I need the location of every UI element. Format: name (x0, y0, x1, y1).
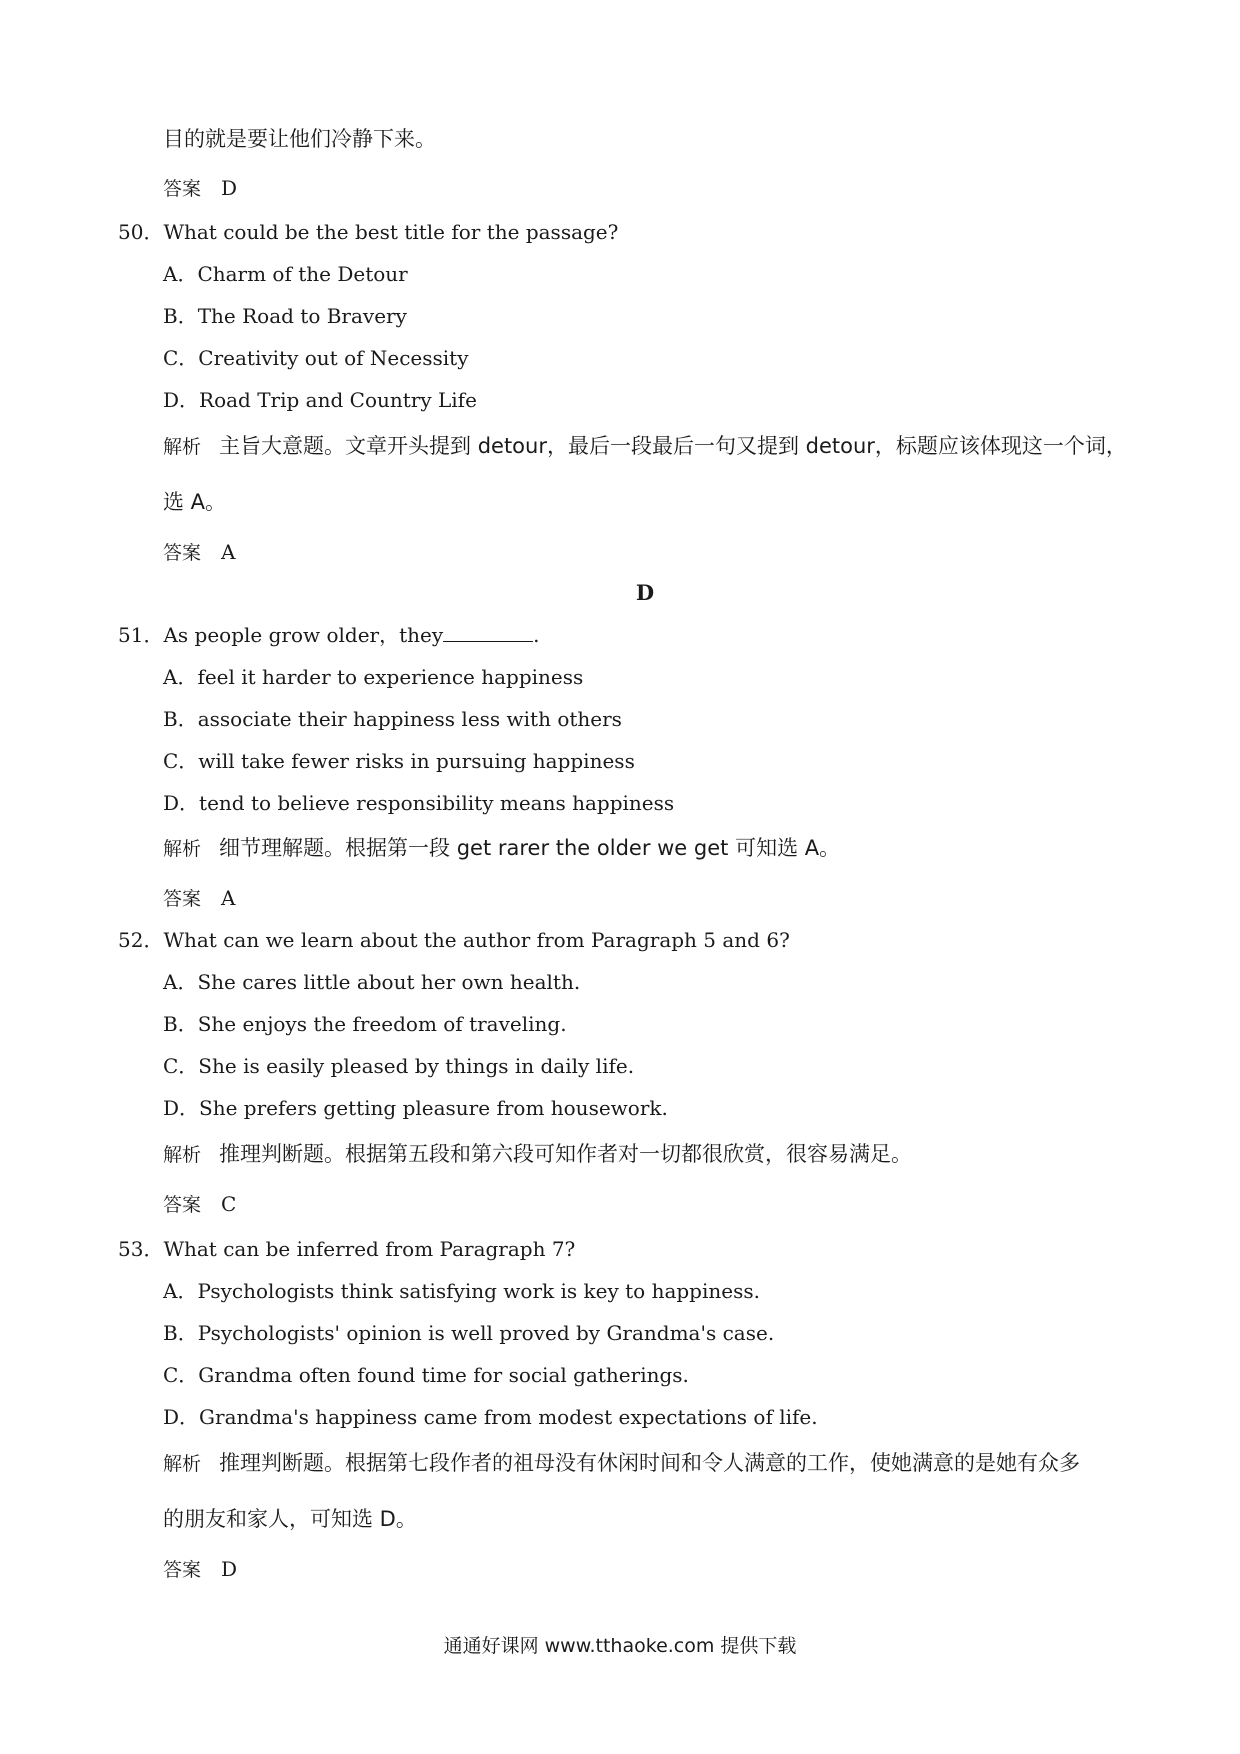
answer-label: 答案 (163, 178, 202, 200)
explanation-text: 推理判断题。根据第七段作者的祖母没有休闲时间和令人满意的工作，使她满意的是她有众多 (219, 1451, 1081, 1475)
answer-label: 答案 (163, 1194, 202, 1216)
explanation-continuation: 目的就是要让他们冷静下来。 (163, 127, 436, 151)
explanation-50-line-2: 选 A。 (163, 490, 227, 514)
question-50: 50．What could be the best title for the passage? (118, 220, 619, 244)
question-52-option-b: B．She enjoys the freedom of traveling. (163, 1012, 567, 1036)
question-50-option-c: C．Creativity out of Necessity (163, 346, 469, 370)
question-52: 52．What can we learn about the author from Paragraph 5 and 6? (118, 928, 790, 952)
answer-53 (163, 1556, 237, 1583)
explanation-label: 解析 (163, 838, 202, 860)
question-51-stem: 51．As people grow older，they (118, 623, 444, 647)
question-53: 53．What can be inferred from Paragraph 7? (118, 1237, 576, 1261)
question-51-option-a: A．feel it harder to experience happiness (163, 665, 584, 689)
question-50-option-d: D．Road Trip and Country Life (163, 388, 477, 412)
explanation-52 (163, 1141, 912, 1168)
answer-52 (163, 1191, 236, 1218)
answer-label: 答案 (163, 888, 202, 910)
question-51-option-d: D．tend to believe responsibility means happiness (163, 791, 675, 815)
page-footer: 通通好课网 www.tthaoke.com 提供下载 (443, 1635, 797, 1657)
answer-value: A (221, 540, 236, 564)
question-51-option-b: B．associate their happiness less with others (163, 707, 622, 731)
question-52-option-c: C．She is easily pleased by things in daily life. (163, 1054, 635, 1078)
explanation-53 (163, 1450, 1080, 1477)
answer-49 (163, 175, 237, 202)
answer-label: 答案 (163, 1559, 202, 1581)
explanation-label: 解析 (163, 1144, 202, 1166)
question-50-option-a: A．Charm of the Detour (163, 262, 408, 286)
explanation-50 (163, 433, 1127, 460)
explanation-label: 解析 (163, 1453, 202, 1475)
question-50-option-b: B．The Road to Bravery (163, 304, 407, 328)
explanation-text: 主旨大意题。文章开头提到 detour，最后一段最后一句又提到 detour，标题应该体现这一个词， (219, 434, 1127, 458)
answer-value: C (221, 1192, 237, 1216)
question-53-option-a: A．Psychologists think satisfying work is key to happiness. (163, 1279, 760, 1303)
explanation-51 (163, 835, 840, 862)
question-53-option-c: C．Grandma often found time for social gatherings. (163, 1363, 689, 1387)
explanation-text: 推理判断题。根据第五段和第六段可知作者对一切都很欣赏，很容易满足。 (219, 1142, 913, 1166)
question-51-option-c: C．will take fewer risks in pursuing happiness (163, 749, 635, 773)
explanation-53-line-2: 的朋友和家人，可知选 D。 (163, 1507, 417, 1531)
answer-value: D (221, 176, 238, 200)
question-53-option-b: B．Psychologists' opinion is well proved by Grandma's case. (163, 1321, 775, 1345)
question-51 (118, 622, 540, 648)
question-52-option-a: A．She cares little about her own health. (163, 970, 581, 994)
answer-blank (443, 623, 533, 642)
answer-50 (163, 539, 235, 566)
answer-51 (163, 885, 235, 912)
answer-label: 答案 (163, 542, 202, 564)
answer-value: A (221, 886, 236, 910)
explanation-label: 解析 (163, 436, 202, 458)
explanation-text: 细节理解题。根据第一段 get rarer the older we get 可知选 A。 (219, 836, 841, 860)
question-53-option-d: D．Grandma's happiness came from modest expectations of life. (163, 1405, 818, 1429)
answer-value: D (221, 1557, 238, 1581)
question-52-option-d: D．She prefers getting pleasure from housework. (163, 1096, 668, 1120)
section-heading: D (635, 580, 655, 605)
question-51-end: . (533, 623, 540, 647)
